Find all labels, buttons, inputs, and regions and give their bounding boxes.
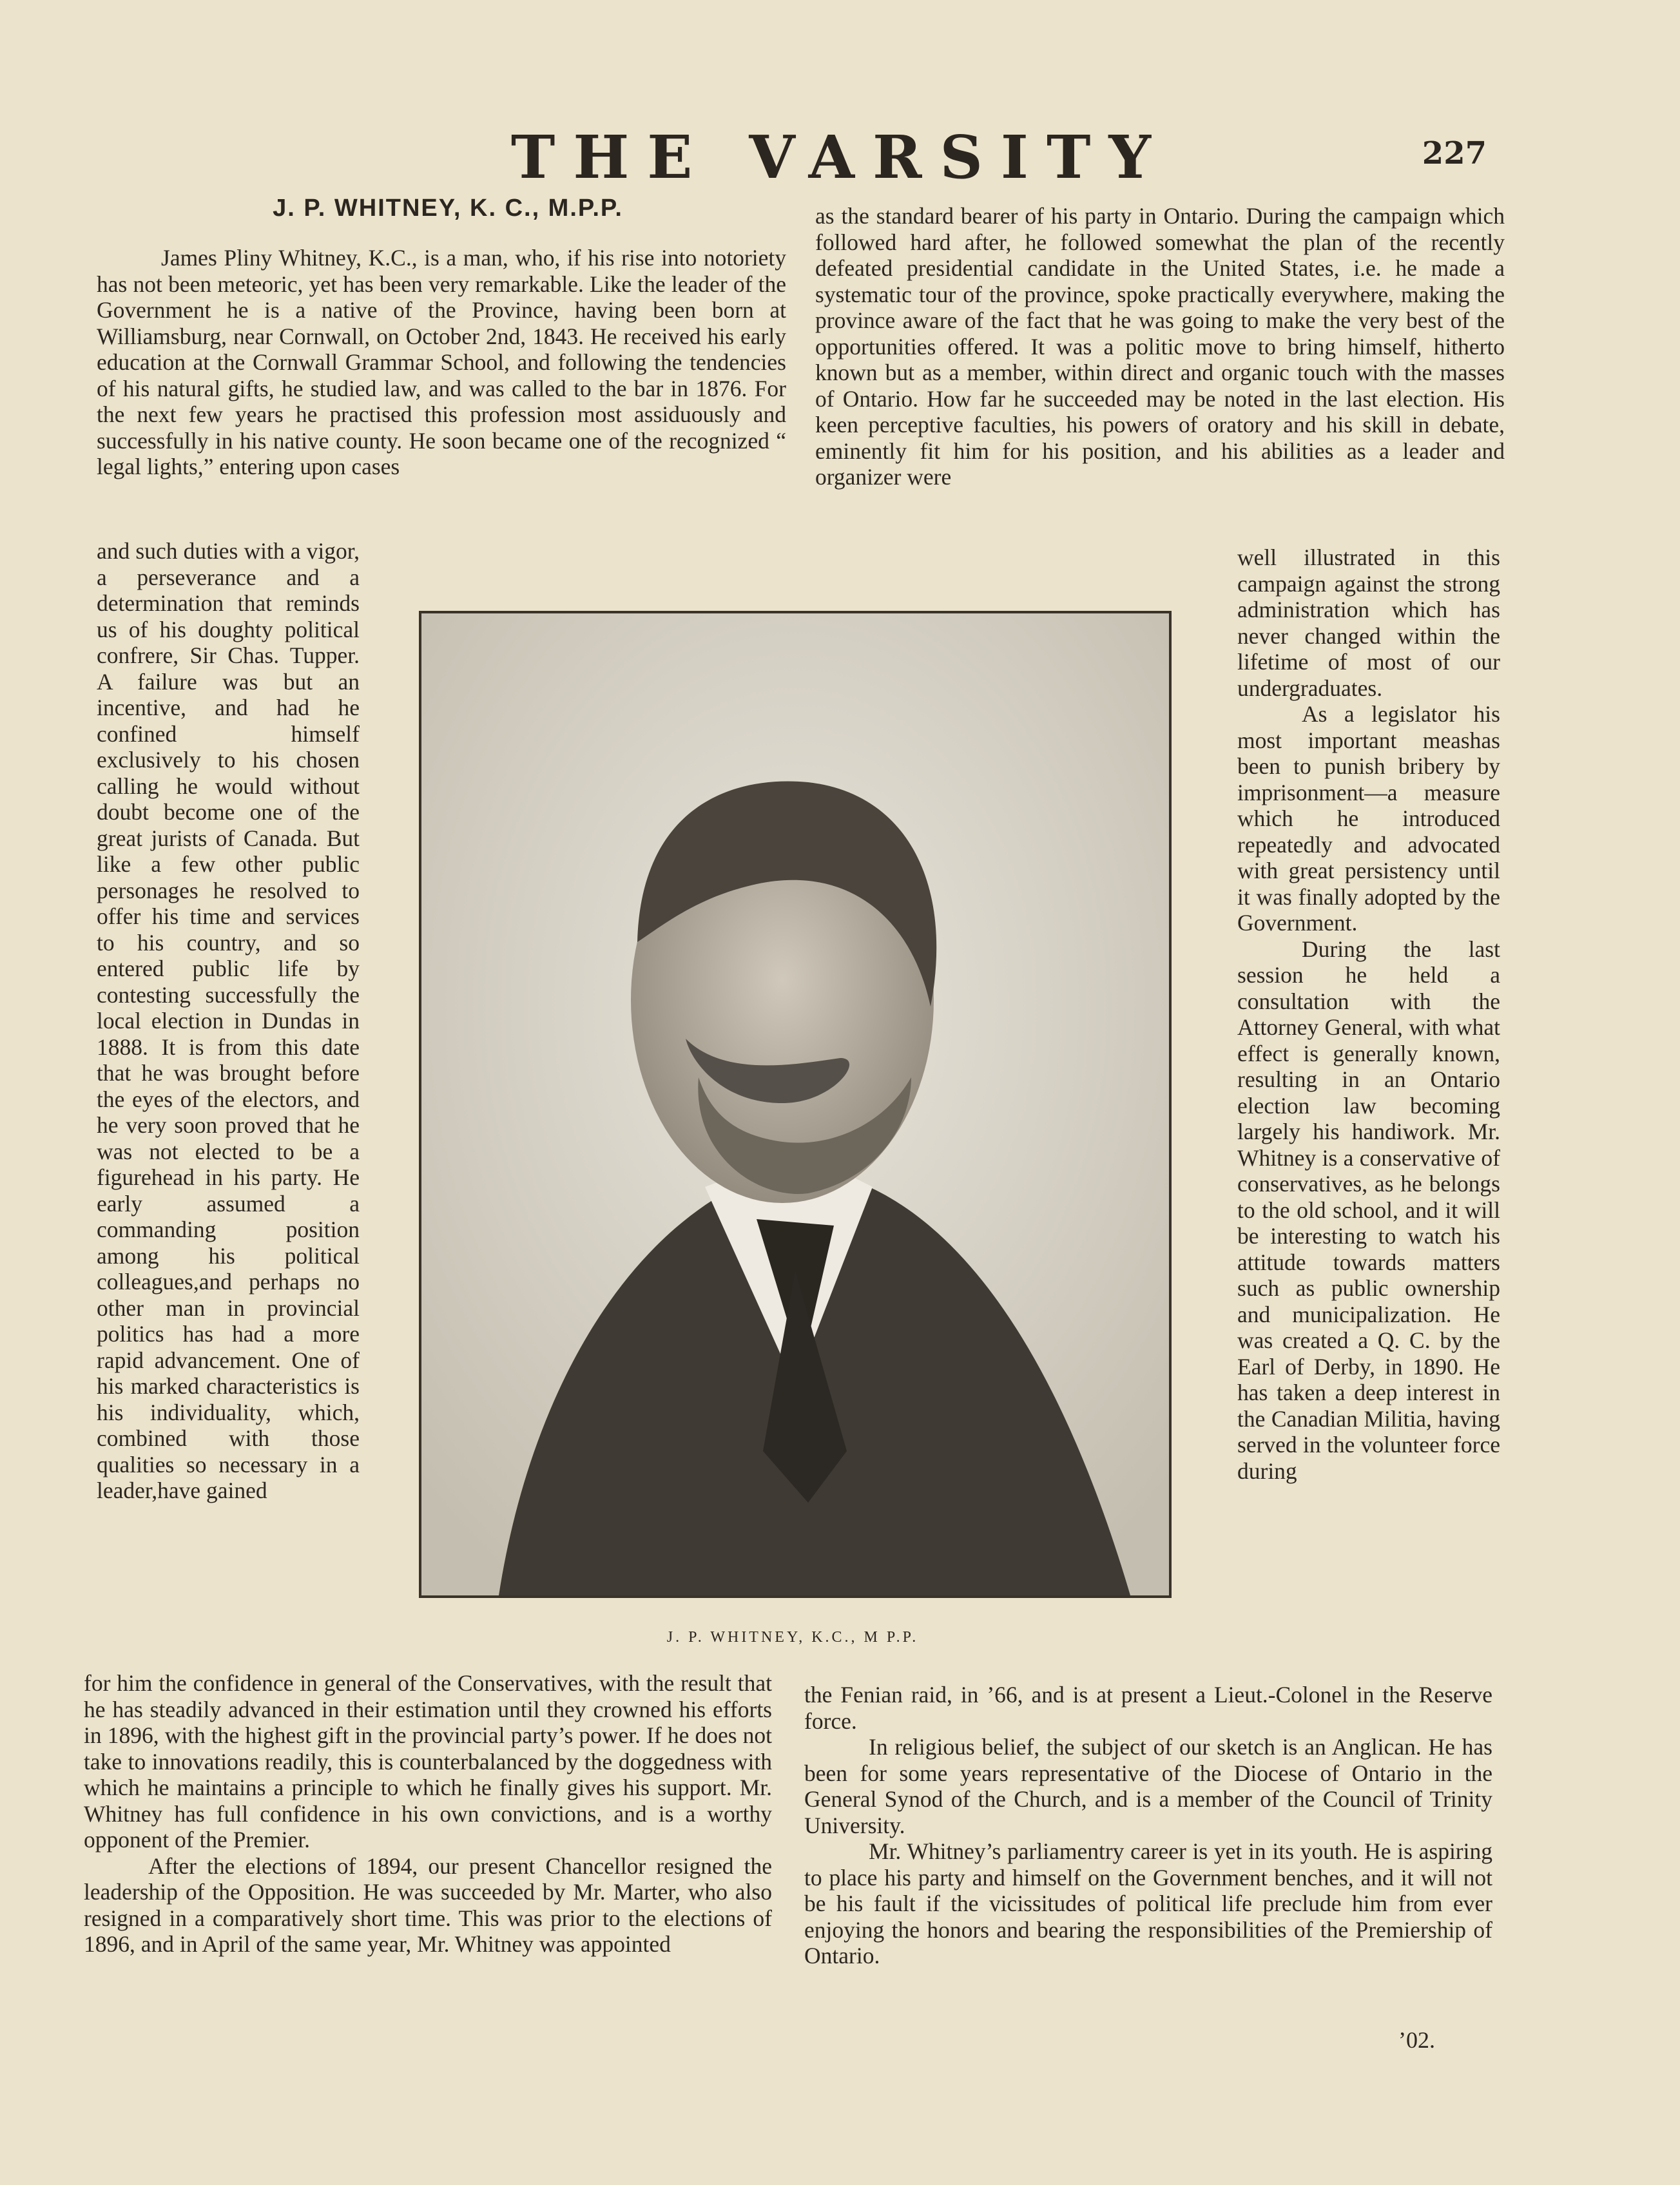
article-right-column [1237,544,1500,1484]
paragraph-religion: In religious belief, the subject of our sketch is an Anglican. He has been for some years representative of the Diocese of Ontario in the General Synod of the Church, and is a member of the Council of Trinity University. [804,1734,1492,1838]
author-signature: ’02. [1398,2027,1435,2053]
masthead: THE VARSITY [510,122,1170,192]
portrait-caption: J. P. WHITNEY, K.C., M P.P. [666,1629,919,1646]
article-left-bottom [84,1670,772,1958]
portrait-photo-icon [421,613,1169,1595]
article-right-top [815,203,1505,490]
article-right-bottom [804,1682,1492,1969]
article-left-top [97,245,786,480]
article-title: J. P. WHITNEY, K. C., M.P.P. [273,195,623,222]
paragraph-standard-bearer: as the standard bearer of his party in Ontario. During the campaign which followed hard after, he followed somewhat the plan of the recently defeated presidential candidate in the United States, i.e. he made a systematic tour of the province, spoke practically everywhere, making the province aware of the fact that he was going to make the very best of the opportunities offered. It was a politic move to bring himself, hitherto known but as a member, within direct and organic touch with the masses of Ontario. How far he succeeded may be noted in the last election. His keen perceptive faculties, his powers of oratory and his skill in debate, eminently fit him for his position, and his abilities as a leader and organizer were [815,203,1505,490]
paragraph-elections: After the elections of 1894, our present Chancellor resigned the leadership of the Opposition. He was succeeded by Mr. Marter, who also resigned in a comparatively short time. This was prior to the elections of 1896, and in April of the same year, Mr. Whitney was appointed [84,1853,772,1957]
paragraph-legislator: As a legislator his most important meashas been to punish bribery by imprisonment—a measure which he introduced repeatedly and advocated with great persistency until it was finally adopted by the Government. [1237,701,1500,936]
paragraph-left-column: and such duties with a vigor, a perseverance and a determination that reminds us of his doughty political confrere, Sir Chas. Tupper. A failure was but an incentive, and had he confined himself exclusively to his chosen calling he would without doubt become one of the great jurists of Canada. But like a few other public personages he resolved to offer his time and services to his country, and so entered public life by contesting successfully the local election in Dundas in 1888. It is from this date that he was brought before the eyes of the electors, and he very soon proved that he was not elected to be a figurehead in his party. He early assumed a commanding position among his political colleagues,and perhaps no other man in provincial politics has had a more rapid advancement. One of his marked characteristics is his individuality, which, combined with those qualities so necessary in a leader,have gained [97,538,360,1503]
paragraph-campaign: well illustrated in this campaign against the strong administration which has never changed within the lifetime of most of our undergraduates. [1237,544,1500,701]
paragraph-session: During the last session he held a consultation with the Attorney General, with what effect is generally known, resulting in an Ontario election law becoming largely his handiwork. Mr. Whitney is a conservative of conservatives, as he belongs to the old school, and it will be interesting to watch his attitude towards matters such as public ownership and municipalization. He was created a Q. C. by the Earl of Derby, in 1890. He has taken a deep interest in the Canadian Militia, having served in the volunteer force during [1237,936,1500,1484]
paragraph-career: Mr. Whitney’s parliamentry career is yet in its youth. He is aspiring to place his party and himself on the Government benches, and it will not be his fault if the vicissitudes of political life preclude him from ever enjoying the honors and bearing the responsibilities of the Premiership of Ontario. [804,1838,1492,1968]
portrait-photo [419,611,1172,1598]
paragraph-fenian: the Fenian raid, in ’66, and is at present a Lieut.-Colonel in the Reserve force. [804,1682,1492,1734]
paragraph-intro: James Pliny Whitney, K.C., is a man, who, if his rise into notoriety has not been meteoric, yet has been very remarkable. Like the leader of the Government he is a native of the Province, having been born at Williamsburg, near Cornwall, on October 2nd, 1843. He received his early education at the Cornwall Grammar School, and following the tendencies of his natural gifts, he studied law, and was called to the bar in 1876. For the next few years he practised this profession most assiduously and successfully in his native county. He soon became one of the recognized “ legal lights,” entering upon cases [97,245,786,479]
article-left-column [97,538,360,1504]
paragraph-confidence: for him the confidence in general of the Conservatives, with the result that he has steadily advanced in their estimation until they crowned his efforts in 1896, with the highest gift in the provincial party’s power. If he does not take to innovations readily, this is counterbalanced by the doggedness with which he maintains a principle to which he finally gives his support. Mr. Whitney has full confidence in his own convictions, and is a worthy opponent of the Premier. [84,1670,772,1853]
page-number: 227 [1422,135,1487,171]
